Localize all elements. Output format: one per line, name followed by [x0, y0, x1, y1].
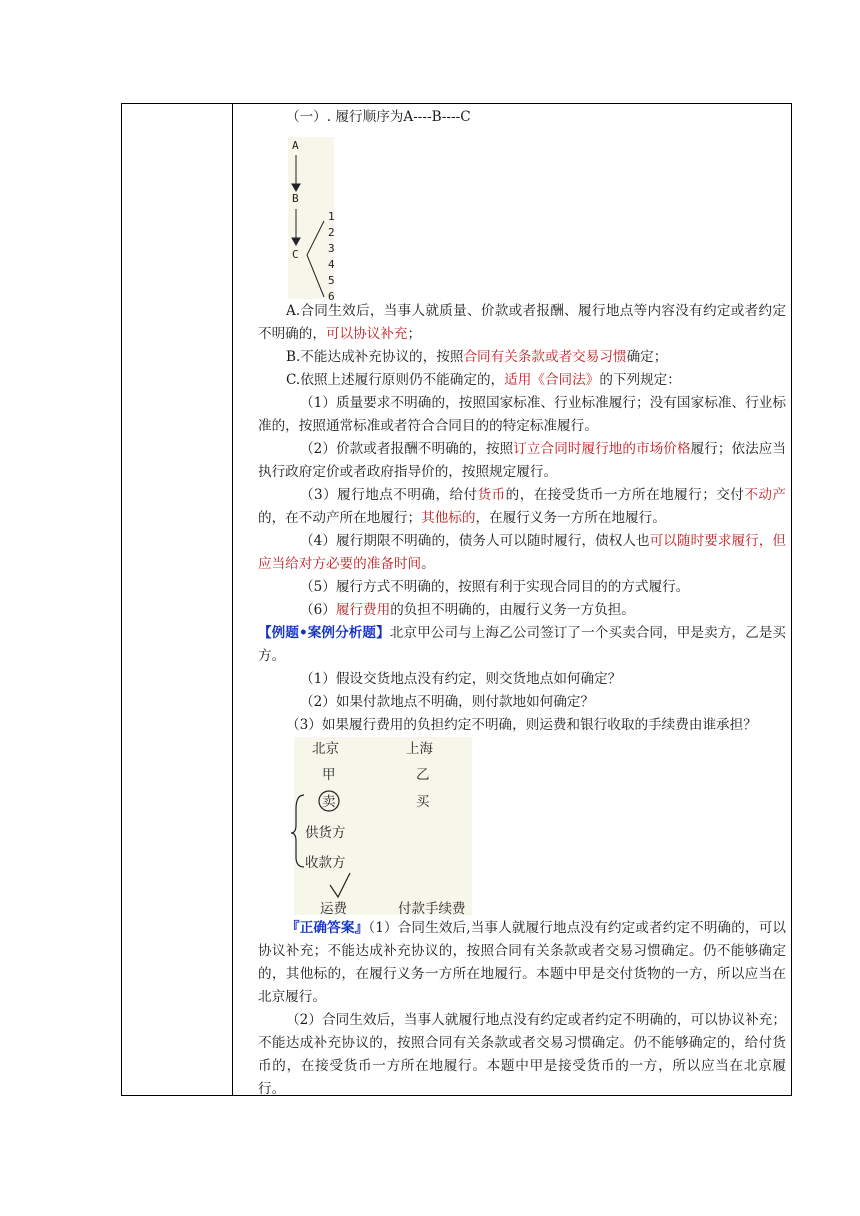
- arrowhead-a-b: [292, 184, 300, 191]
- item-5: 5: [328, 274, 335, 287]
- arrowhead-b-c: [292, 238, 300, 245]
- answer-1: 『正确答案』（1）合同生效后,当事人就履行地点没有约定或者约定不明确的，可以协议补充；不能达成补充协议的，按照合同有关条款或者交易习惯确定。仍不能够确定的，其他标的，在履行义务一方所在地履行。本题中甲是交付货物的一方，所以应当在北京履行。: [258, 920, 787, 1005]
- item-3-text: （3）履行地点不明确，给付货币的，在接受货币一方所在地履行；交付不动产的，在不动产所在地履行；其他标的，在履行义务一方所在地履行。: [258, 487, 787, 526]
- sequence-diagram: [258, 129, 378, 300]
- city-beijing: 北京: [312, 741, 339, 757]
- item-1: 1: [328, 210, 335, 223]
- item-3: 3: [328, 242, 335, 255]
- city-shanghai: 上海: [406, 741, 433, 757]
- sequence-figure: [258, 129, 786, 300]
- item-4-text: （4）履行期限不明确的，债务人可以随时履行，债权人也可以随时要求履行，但应当给对方必要的准备时间。: [258, 533, 786, 572]
- content-cell: [258, 104, 786, 1101]
- answer-2: （2）合同生效后，当事人就履行地点没有约定或者约定不明确的，可以协议补充；不能达成补充协议的，按照合同有关条款或者交易习惯确定。仍不能够确定的，给付货币的，在接受货币一方所在地履行。本题中甲是接受货币的一方，所以应当在北京履行。: [258, 1012, 786, 1097]
- party-jia: 甲: [322, 767, 336, 783]
- cost-freight: 运费: [320, 901, 347, 917]
- item-2-text: （2）价款或者报酬不明确的，按照订立合同时履行地的市场价格履行；依法应当执行政府定价或者政府指导价的，按照规定履行。: [258, 441, 787, 480]
- party-yi: 乙: [416, 767, 430, 783]
- content-table: [121, 103, 792, 1096]
- payee-label: 收款方: [305, 855, 346, 871]
- item-1-text: （1）质量要求不明确的，按照国家标准、行业标准履行；没有国家标准、行业标准的，按照通常标准或者符合合同目的的特定标准履行。: [258, 395, 786, 434]
- rule-a: A.合同生效后，当事人就质量、价款或者报酬、履行地点等内容没有约定或者约定不明确的，可以协议补充；: [258, 303, 786, 342]
- question-1: （1）假设交货地点没有约定，则交货地点如何确定？: [300, 671, 622, 687]
- section-heading: （一）. 履行顺序为A----B----C: [286, 109, 471, 125]
- item-6: 6: [328, 290, 335, 300]
- parties-diagram: [258, 737, 498, 917]
- rule-b: B.不能达成补充协议的，按照合同有关条款或者交易习惯确定；: [286, 349, 668, 365]
- node-c: C: [292, 248, 299, 261]
- question-2: （2）如果付款地点不明确，则付款地如何确定？: [300, 694, 595, 710]
- check-mark: [330, 873, 350, 897]
- role-sell: 卖: [322, 794, 336, 810]
- role-buy: 买: [416, 794, 430, 810]
- column-divider: [232, 104, 233, 1095]
- example-intro: 【例题•案例分析题】北京甲公司与上海乙公司签订了一个买卖合同，甲是卖方，乙是买方。: [258, 625, 786, 664]
- parties-figure: [258, 737, 786, 917]
- item-6-text: （6）履行费用的负担不明确的，由履行义务一方负担。: [300, 602, 635, 618]
- question-3: （3）如果履行费用的负担约定不明确，则运费和银行收取的手续费由谁承担？: [286, 717, 757, 733]
- bracket-lines: [307, 221, 324, 297]
- node-a: A: [292, 139, 299, 152]
- brace: [291, 795, 304, 867]
- item-5-text: （5）履行方式不明确的，按照有利于实现合同目的的方式履行。: [300, 579, 690, 595]
- node-b: B: [292, 192, 299, 205]
- cost-fee: 付款手续费: [398, 901, 466, 917]
- supplier-label: 供货方: [305, 825, 346, 841]
- rule-c: C.依照上述履行原则仍不能确定的，适用《合同法》的下列规定：: [286, 372, 681, 388]
- item-2: 2: [328, 226, 335, 239]
- item-4: 4: [328, 258, 335, 271]
